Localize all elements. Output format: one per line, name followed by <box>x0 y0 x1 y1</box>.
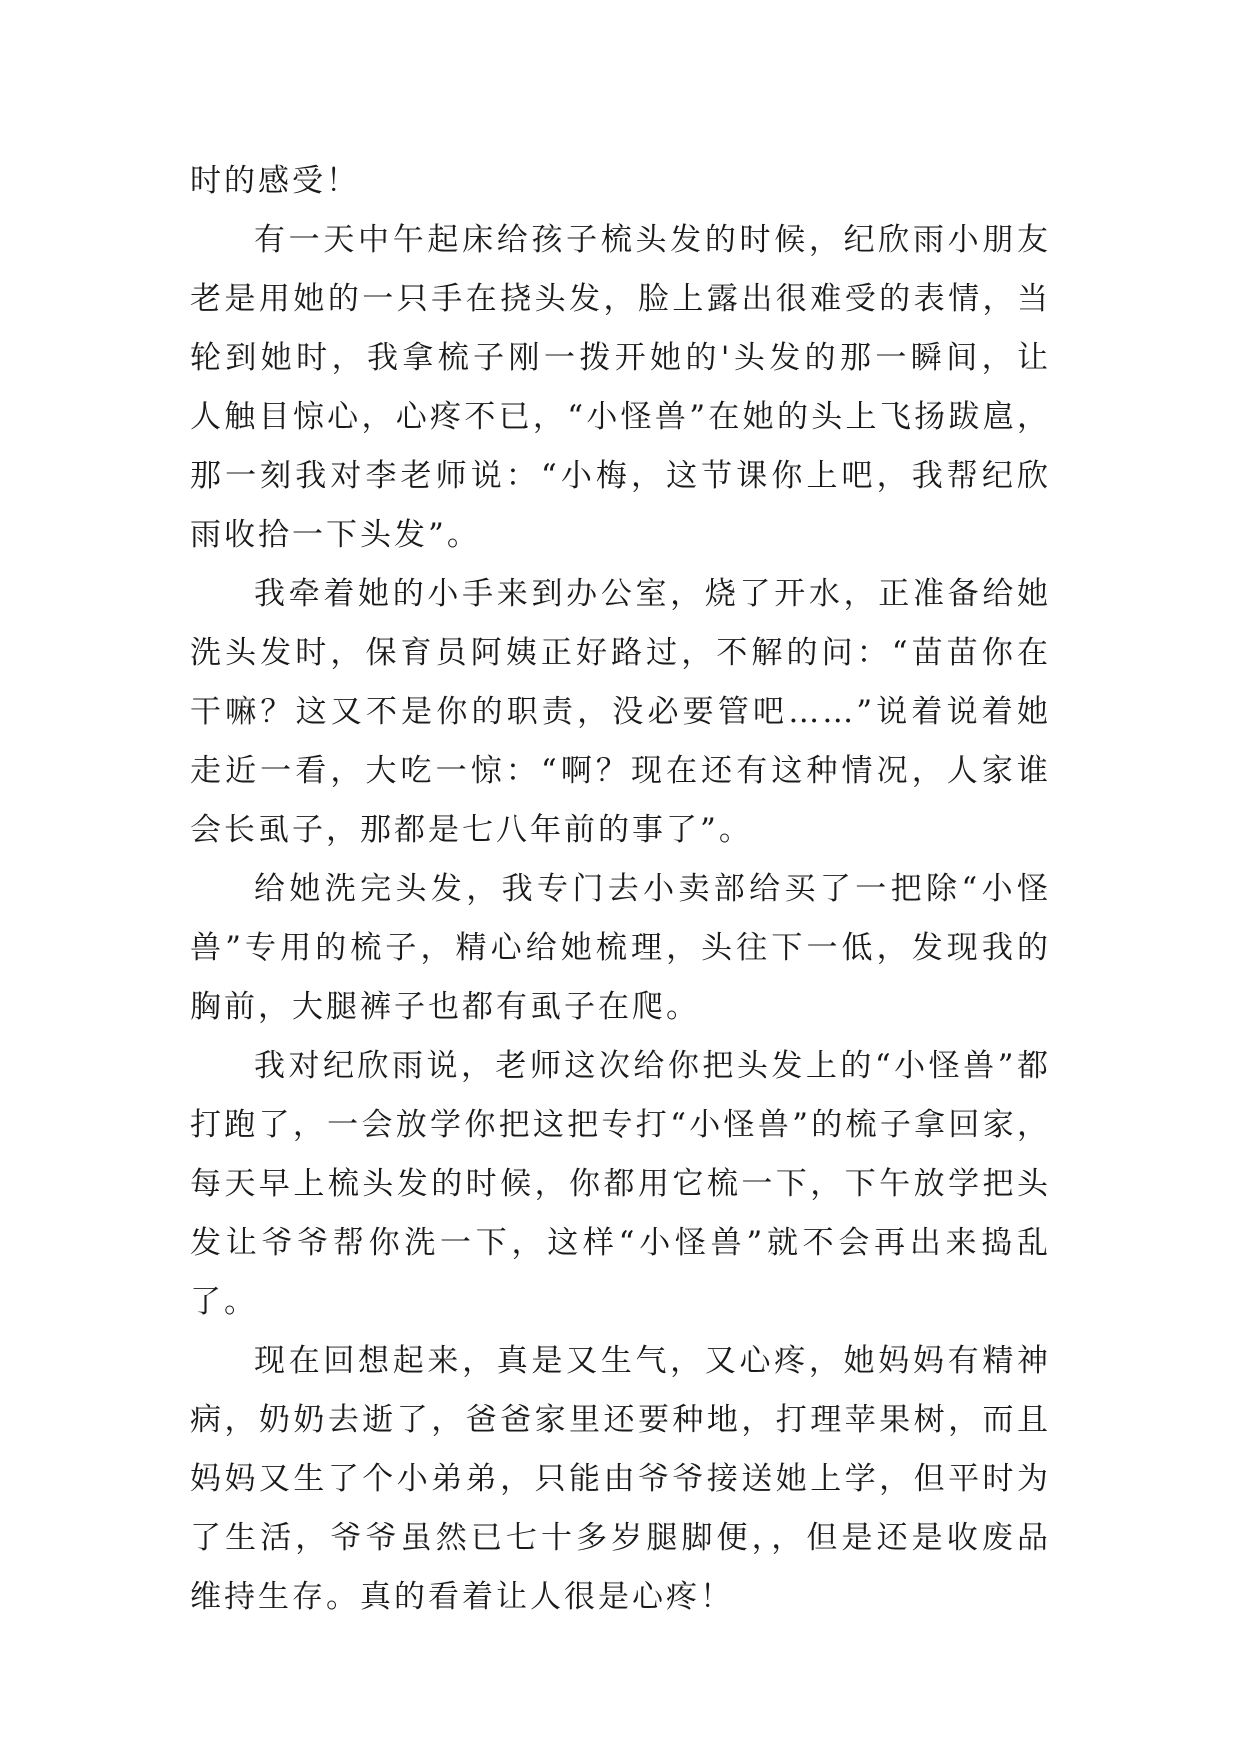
paragraph: 我牵着她的小手来到办公室，烧了开水，正准备给她洗头发时，保育员阿姨正好路过，不解的问：“苗苗你在干嘛？这又不是你的职责，没必要管吧……”说着说着她走近一看，大吃一惊：“啊？现在还有这种情况，人家谁会长虱子，那都是七八年前的事了”。 <box>190 576 1051 848</box>
paragraph: 给她洗完头发，我专门去小卖部给买了一把除“小怪兽”专用的梳子，精心给她梳理，头往下一低，发现我的胸前，大腿裤子也都有虱子在爬。 <box>190 871 1051 1025</box>
paragraph: 我对纪欣雨说，老师这次给你把头发上的“小怪兽”都打跑了，一会放学你把这把专打“小怪兽”的梳子拿回家，每天早上梳头发的时候，你都用它梳一下，下午放学把头发让爷爷帮你洗一下，这样“小怪兽”就不会再出来捣乱了。 <box>190 1048 1051 1320</box>
paragraph: 现在回想起来，真是又生气，又心疼，她妈妈有精神病，奶奶去逝了，爸爸家里还要种地，打理苹果树，而且妈妈又生了个小弟弟，只能由爷爷接送她上学，但平时为了生活，爷爷虽然已七十多岁腿脚便，，但是还是收废品维持生存。真的看着让人很是心疼！ <box>190 1343 1051 1615</box>
document-body <box>190 152 1051 1627</box>
paragraph-continuation: 时的感受！ <box>190 163 360 199</box>
paragraph: 有一天中午起床给孩子梳头发的时候，纪欣雨小朋友老是用她的一只手在挠头发，脸上露出很难受的表情，当轮到她时，我拿梳子刚一拨开她的'头发的那一瞬间，让人触目惊心，心疼不已，“小怪兽”在她的头上飞扬跋扈，那一刻我对李老师说：“小梅，这节课你上吧，我帮纪欣雨收拾一下头发”。 <box>190 222 1051 553</box>
